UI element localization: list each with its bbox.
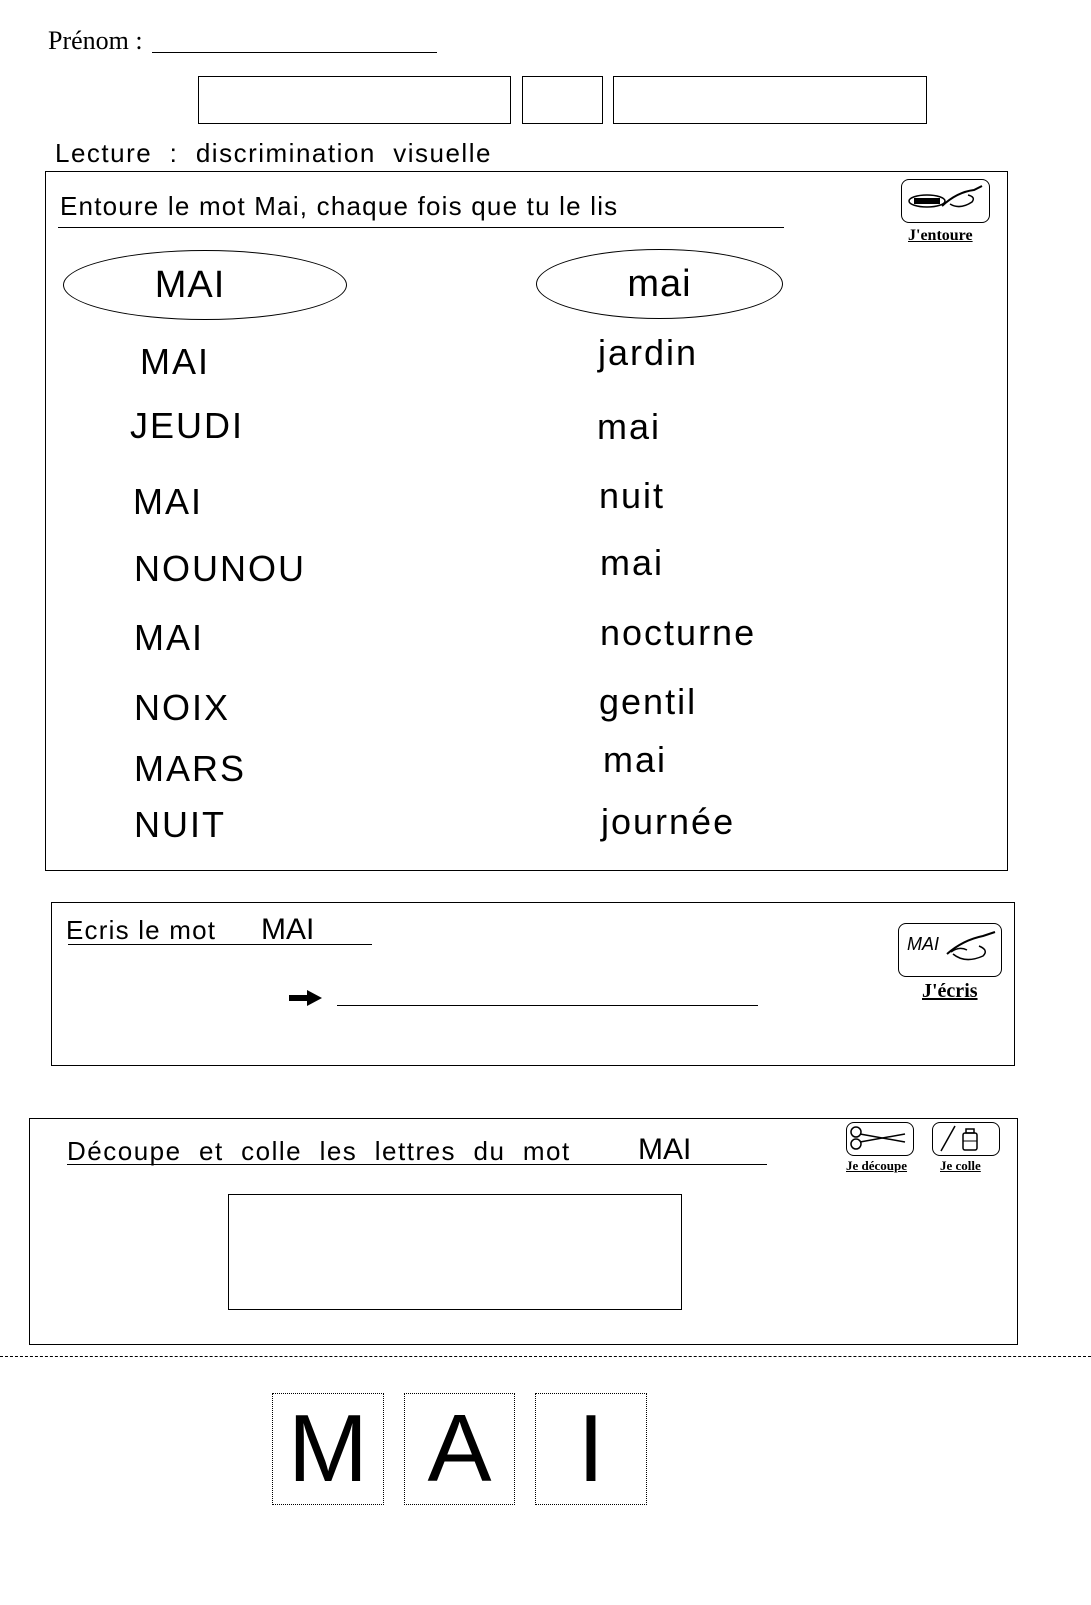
section2-underline (68, 944, 372, 945)
write-answer-line[interactable] (337, 1005, 758, 1006)
model-word-upper (63, 250, 347, 320)
word-right[interactable]: nocturne (600, 612, 757, 653)
cut-icon-caption: Je découpe (846, 1158, 908, 1173)
word-left[interactable]: MAI (134, 617, 205, 658)
word-right[interactable]: mai (597, 406, 662, 447)
write-pencil-icon (898, 923, 1002, 977)
page-subtitle: Lecture : discrimination visuelle (55, 138, 492, 168)
model-word-lower (536, 249, 783, 319)
prenom-field[interactable] (152, 52, 437, 53)
model-word-lower-text: mai (627, 262, 692, 305)
cutout-letter-a[interactable]: A (404, 1393, 515, 1505)
cutout-letter-m[interactable]: M (272, 1393, 384, 1505)
word-left[interactable]: NOIX (134, 687, 231, 728)
section3-instruction: Découpe et colle les lettres du mot (67, 1136, 571, 1166)
date-box-day[interactable] (198, 76, 511, 124)
circle-icon-caption: J'entoure (908, 227, 973, 244)
word-right[interactable]: nuit (599, 475, 666, 516)
cut-line (0, 1356, 1091, 1357)
word-left[interactable]: MARS (134, 748, 247, 789)
section2-instruction: Ecris le mot (66, 915, 217, 945)
word-right[interactable]: jardin (598, 332, 699, 373)
section1-underline (58, 227, 784, 228)
model-word-upper-text: MAI (154, 263, 226, 306)
section1-instruction: Entoure le mot Mai, chaque fois que tu le lis (60, 191, 619, 221)
write-icon-caption: J'écris (922, 980, 978, 1002)
date-box-month[interactable] (613, 76, 927, 124)
write-icon-text: MAI (907, 934, 940, 954)
word-left[interactable]: NUIT (134, 804, 226, 845)
word-left[interactable]: MAI (133, 481, 204, 522)
section2-word: MAI (261, 913, 315, 946)
word-right[interactable]: mai (600, 542, 665, 583)
word-left[interactable]: JEUDI (130, 405, 245, 446)
section3-underline (67, 1164, 767, 1165)
circle-pencil-icon (901, 179, 990, 223)
scissors-icon (846, 1122, 914, 1156)
glue-area[interactable] (228, 1194, 682, 1310)
prenom-label: Prénom : (48, 26, 143, 55)
cutout-letter-i[interactable]: I (535, 1393, 647, 1505)
word-left[interactable]: MAI (140, 341, 211, 382)
date-box-number[interactable] (522, 76, 603, 124)
word-right[interactable]: gentil (599, 681, 698, 722)
arrow-right-icon (289, 989, 323, 1012)
word-right[interactable]: journée (601, 801, 736, 842)
section3-word: MAI (638, 1133, 692, 1166)
word-left[interactable]: NOUNOU (134, 548, 306, 589)
glue-icon-caption: Je colle (940, 1158, 981, 1173)
word-right[interactable]: mai (603, 739, 668, 780)
glue-icon (932, 1122, 1000, 1156)
